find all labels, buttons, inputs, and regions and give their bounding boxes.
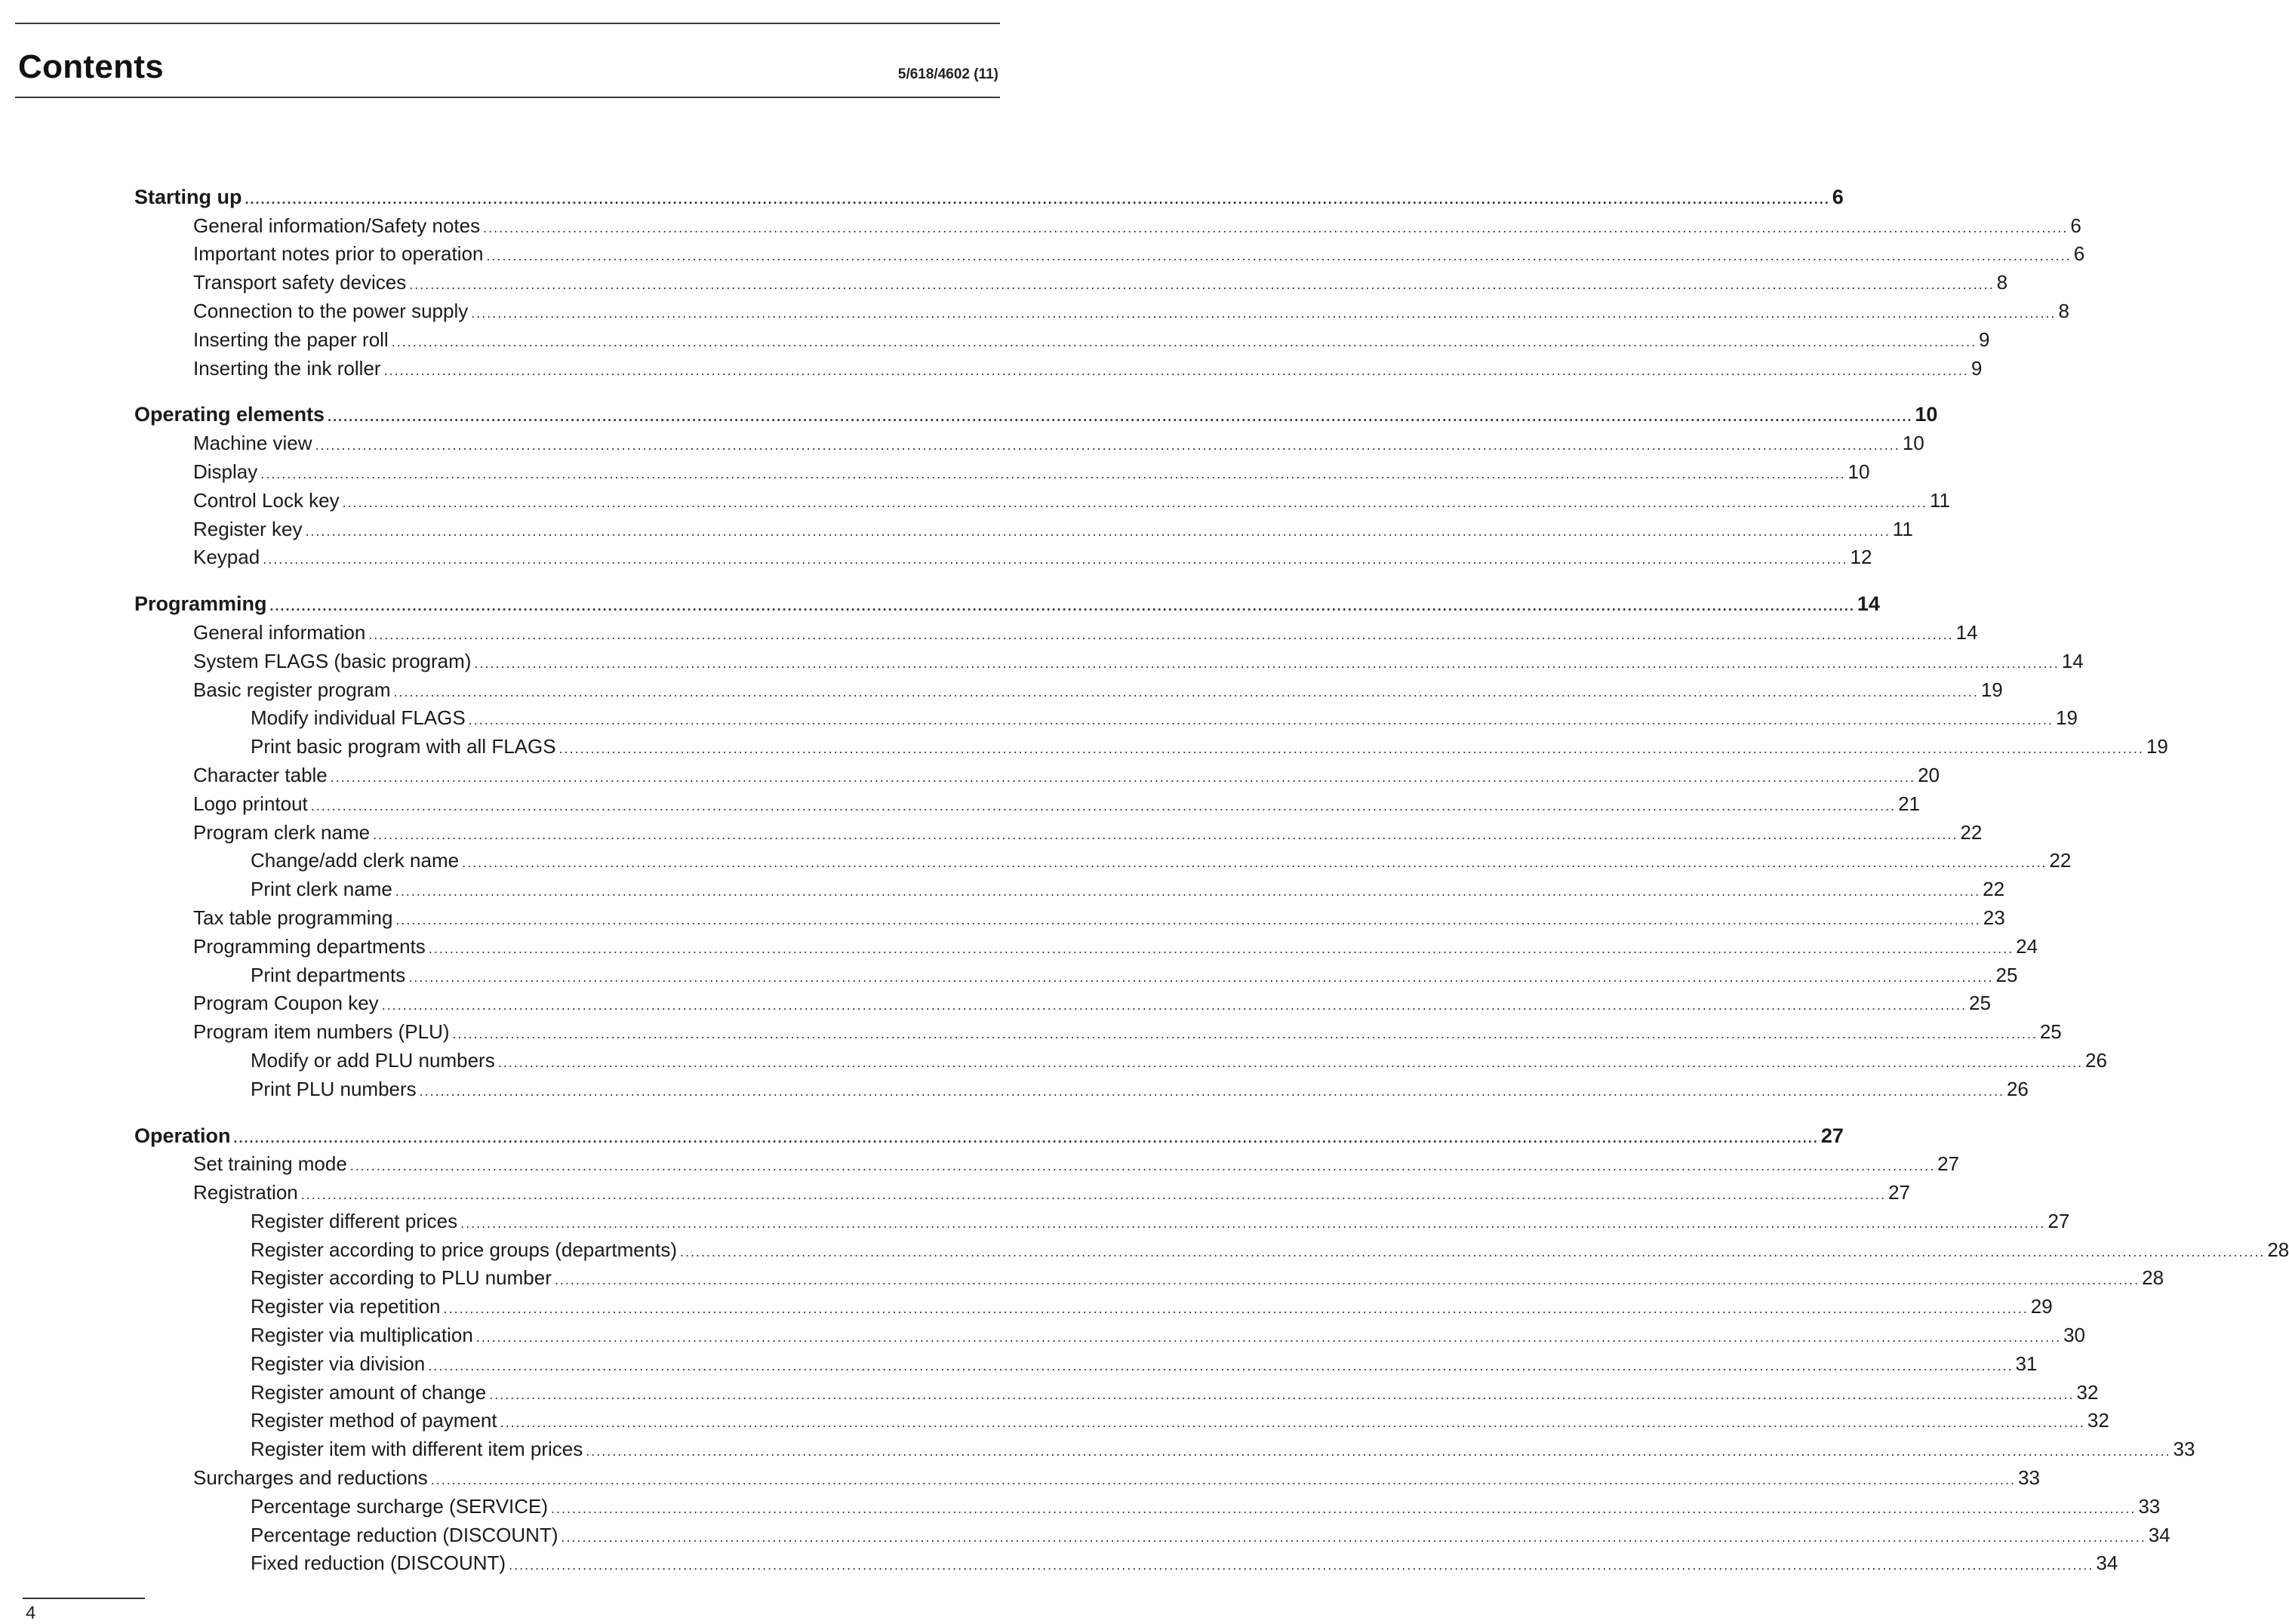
dot-leader: ............................................................................................................................................................................................................................................................................................................ — [300, 1187, 1887, 1203]
dot-leader: ............................................................................................................................................................................................................................................................................................................ — [349, 1158, 1936, 1174]
toc-entry — [251, 1433, 2195, 1462]
toc-entry-label: Inserting the paper roll — [193, 328, 389, 351]
dot-leader: ............................................................................................................................................................................................................................................................................................................ — [452, 1026, 2038, 1042]
dot-leader: ............................................................................................................................................................................................................................................................................................................ — [680, 1244, 2266, 1260]
toc-entry — [193, 1149, 1960, 1177]
dot-leader: ............................................................................................................................................................................................................................................................................................................ — [468, 712, 2054, 728]
dot-leader: ............................................................................................................................................................................................................................................................................................................ — [381, 998, 1967, 1013]
toc-entry — [251, 1519, 2171, 1548]
toc-entry-label: Surcharges and reductions — [193, 1466, 428, 1490]
toc-section-heading — [134, 588, 1880, 617]
toc-entry-page: 25 — [1995, 963, 2018, 986]
toc-entry-label: Modify individual FLAGS — [251, 706, 466, 730]
toc-entry — [193, 210, 2081, 238]
footer-rule — [23, 1598, 145, 1599]
dot-leader: ............................................................................................................................................................................................................................................................................................................ — [395, 912, 1981, 927]
toc-entry-label: Program clerk name — [193, 820, 371, 844]
toc-entry-page: 30 — [2063, 1324, 2086, 1347]
toc-entry-label: System FLAGS (basic program) — [193, 649, 472, 672]
dot-leader: ............................................................................................................................................................................................................................................................................................................ — [368, 626, 1954, 642]
dot-leader: ............................................................................................................................................................................................................................................................................................................ — [310, 798, 1897, 814]
toc-entry-page: 9 — [1971, 356, 1983, 380]
toc-section-heading — [134, 181, 1844, 210]
toc-entry-page: 33 — [2018, 1466, 2040, 1490]
toc-entry-label: Print clerk name — [251, 878, 392, 901]
toc-entry — [193, 988, 1991, 1017]
toc-entry — [193, 759, 1940, 788]
toc-entry — [251, 1319, 2086, 1348]
toc-entry-label: Percentage surcharge (SERVICE) — [251, 1494, 549, 1518]
toc-entry-label: Important notes prior to operation — [193, 242, 484, 266]
toc-entry — [251, 1290, 2053, 1319]
toc-section — [0, 588, 2168, 1101]
toc-entry-page: 23 — [1983, 906, 2005, 929]
dot-leader: ............................................................................................................................................................................................................................................................................................................ — [558, 741, 2144, 757]
toc-entry-page: 33 — [2138, 1494, 2161, 1518]
dot-leader: ............................................................................................................................................................................................................................................................................................................ — [419, 1083, 2004, 1099]
dot-leader: ............................................................................................................................................................................................................................................................................................................ — [330, 769, 1916, 785]
toc-entry — [251, 1490, 2161, 1519]
toc-entry — [193, 266, 2008, 295]
toc-entry — [193, 513, 1913, 542]
document-code: 5/618/4602 (11) — [897, 66, 998, 82]
toc-entry-label: Connection to the power supply — [193, 299, 469, 322]
dot-leader: ............................................................................................................................................................................................................................................................................................................ — [391, 334, 1977, 349]
toc-entry-label: Display — [193, 460, 258, 483]
toc-entry-page: 27 — [1937, 1152, 1960, 1176]
toc-entry — [193, 902, 2005, 930]
dot-leader: ............................................................................................................................................................................................................................................................................................................ — [430, 1472, 2017, 1488]
toc-entry-page: 26 — [2006, 1077, 2029, 1100]
toc-entry-page: 19 — [1980, 678, 2003, 701]
dot-leader: ............................................................................................................................................................................................................................................................................................................ — [475, 1330, 2062, 1346]
toc-entry-label: Programming departments — [193, 934, 426, 958]
toc-entry — [193, 788, 1921, 817]
dot-leader: ............................................................................................................................................................................................................................................................................................................ — [263, 552, 1848, 567]
header-bottom-rule — [15, 97, 1000, 98]
toc-section — [0, 1120, 2289, 1576]
toc-entry-page: 6 — [2070, 214, 2081, 237]
dot-leader: ............................................................................................................................................................................................................................................................................................................ — [328, 409, 1913, 425]
toc-entry — [251, 1263, 2164, 1291]
toc-entry — [193, 295, 2069, 324]
toc-entry-label: Registration — [193, 1181, 298, 1204]
toc-entry-label: Register different prices — [251, 1209, 458, 1232]
dot-leader: ............................................................................................................................................................................................................................................................................................................ — [408, 969, 1994, 985]
toc-entry-page: 32 — [2087, 1409, 2109, 1432]
dot-leader: ............................................................................................................................................................................................................................................................................................................ — [497, 1054, 2084, 1070]
toc-entry-page: 10 — [1902, 432, 1924, 455]
toc-entry-label: Tax table programming — [193, 906, 393, 929]
toc-entry-page: 14 — [1955, 620, 1978, 644]
dot-leader: ............................................................................................................................................................................................................................................................................................................ — [409, 277, 1995, 293]
dot-leader: ............................................................................................................................................................................................................................................................................................................ — [315, 438, 1900, 454]
toc-entry-label: Machine view — [193, 432, 312, 455]
toc-entry-page: 12 — [1850, 546, 1872, 569]
toc-entry-label: Programming — [134, 592, 267, 616]
toc-entry — [193, 1462, 2040, 1490]
toc-entry-page: 6 — [2073, 242, 2085, 266]
toc-entry-label: Register method of payment — [251, 1409, 497, 1432]
toc-entry — [193, 617, 1978, 645]
toc-entry-page: 19 — [2055, 706, 2078, 730]
dot-leader: ............................................................................................................................................................................................................................................................................................................ — [500, 1415, 2085, 1431]
toc-entry-label: Register item with different item prices — [251, 1438, 583, 1461]
toc-entry-label: Change/add clerk name — [251, 849, 460, 872]
toc-entry-label: Set training mode — [193, 1152, 347, 1176]
toc-entry — [251, 1548, 2118, 1576]
toc-entry-label: General information — [193, 620, 366, 644]
toc-entry — [193, 817, 1983, 845]
toc-entry-label: Register amount of change — [251, 1380, 487, 1404]
toc-section — [0, 181, 2085, 381]
toc-entry — [193, 930, 2038, 959]
toc-entry-page: 34 — [2096, 1552, 2118, 1575]
toc-entry — [251, 1405, 2109, 1434]
toc-entry — [251, 1376, 2099, 1405]
toc-entry-page: 22 — [2049, 849, 2072, 872]
dot-leader: ............................................................................................................................................................................................................................................................................................................ — [383, 362, 1969, 378]
toc-entry — [193, 427, 1924, 456]
dot-leader: ............................................................................................................................................................................................................................................................................................................ — [551, 1500, 2137, 1516]
toc-entry — [251, 845, 2072, 874]
toc-section-heading — [134, 1120, 1844, 1149]
toc-entry — [251, 730, 2168, 759]
toc-entry-page: 28 — [2142, 1266, 2164, 1290]
dot-leader: ............................................................................................................................................................................................................................................................................................................ — [393, 684, 1979, 700]
dot-leader: ............................................................................................................................................................................................................................................................................................................ — [561, 1529, 2146, 1545]
toc-entry-label: Program item numbers (PLU) — [193, 1020, 450, 1044]
toc-entry-label: General information/Safety notes — [193, 214, 481, 237]
toc-entry — [193, 352, 1983, 381]
toc-entry-label: Control Lock key — [193, 488, 340, 512]
page-title: Contents — [18, 48, 165, 85]
toc-entry-label: Register according to PLU number — [251, 1266, 552, 1290]
toc-entry-label: Modify or add PLU numbers — [251, 1048, 495, 1072]
toc-entry-label: Operation — [134, 1124, 231, 1147]
toc-entry-page: 11 — [1892, 517, 1913, 540]
toc-entry-label: Starting up — [134, 185, 242, 208]
dot-leader: ............................................................................................................................................................................................................................................................................................................ — [509, 1558, 2094, 1573]
dot-leader: ............................................................................................................................................................................................................................................................................................................ — [233, 1130, 1819, 1146]
page-number: 4 — [26, 1603, 36, 1623]
toc-entry-page: 22 — [1983, 878, 2005, 901]
toc-entry — [193, 238, 2085, 267]
toc-entry-page: 24 — [2016, 934, 2038, 958]
dot-leader: ............................................................................................................................................................................................................................................................................................................ — [395, 884, 1981, 900]
toc-entry-label: Inserting the ink roller — [193, 356, 381, 380]
toc-entry-label: Print departments — [251, 963, 406, 986]
toc-entry — [251, 703, 2078, 731]
toc-entry-page: 27 — [2047, 1209, 2070, 1232]
toc-entry-page: 8 — [1996, 271, 2008, 294]
dot-leader: ............................................................................................................................................................................................................................................................................................................ — [373, 826, 1958, 842]
toc-entry-label: Basic register program — [193, 678, 391, 701]
toc-entry-label: Register according to price groups (departments) — [251, 1238, 678, 1261]
toc-entry-page: 34 — [2148, 1523, 2171, 1546]
dot-leader: ............................................................................................................................................................................................................................................................................................................ — [471, 305, 2057, 321]
toc-entry-label: Operating elements — [134, 403, 325, 426]
toc-entry-page: 21 — [1898, 792, 1921, 815]
toc-entry-page: 10 — [1915, 403, 1938, 426]
dot-leader: ............................................................................................................................................................................................................................................................................................................ — [269, 598, 1855, 614]
toc-entry — [193, 645, 2084, 674]
toc-entry-page: 28 — [2267, 1238, 2289, 1261]
toc-entry-page: 25 — [2039, 1020, 2062, 1044]
toc-entry-label: Print basic program with all FLAGS — [251, 735, 556, 758]
dot-leader: ............................................................................................................................................................................................................................................................................................................ — [462, 855, 2047, 871]
toc-entry-page: 14 — [1857, 592, 1880, 616]
toc-entry — [251, 1205, 2070, 1234]
toc-entry-label: Register key — [193, 517, 303, 540]
toc-entry-page: 14 — [2061, 649, 2084, 672]
toc-entry-page: 33 — [2173, 1438, 2195, 1461]
toc-entry-page: 29 — [2030, 1295, 2053, 1318]
toc-section-heading — [134, 399, 1938, 428]
toc-entry-label: Register via division — [251, 1352, 426, 1375]
toc-entry — [193, 456, 1870, 484]
toc-entry-page: 22 — [1960, 820, 1983, 844]
toc-entry-page: 8 — [2058, 299, 2069, 322]
toc-entry — [193, 674, 2003, 703]
dot-leader: ............................................................................................................................................................................................................................................................................................................ — [474, 655, 2060, 671]
toc-entry-page: 27 — [1820, 1124, 1844, 1147]
toc-entry-label: Keypad — [193, 546, 260, 569]
dot-leader: ............................................................................................................................................................................................................................................................................................................ — [443, 1301, 2029, 1317]
toc-entry-page: 11 — [1929, 488, 1950, 512]
toc-entry — [251, 1234, 2289, 1263]
toc-entry-page: 9 — [1979, 328, 1990, 351]
dot-leader: ............................................................................................................................................................................................................................................................................................................ — [586, 1444, 2171, 1459]
dot-leader: ............................................................................................................................................................................................................................................................................................................ — [428, 1358, 2014, 1373]
toc-entry — [251, 1348, 2038, 1376]
toc-entry — [251, 959, 2018, 988]
dot-leader: ............................................................................................................................................................................................................................................................................................................ — [554, 1272, 2140, 1288]
header-top-rule — [15, 23, 1000, 24]
toc-entry-label: Register via repetition — [251, 1295, 441, 1318]
toc-entry-label: Logo printout — [193, 792, 308, 815]
dot-leader: ............................................................................................................................................................................................................................................................................................................ — [342, 494, 1927, 510]
toc-entry-page: 26 — [2085, 1048, 2107, 1072]
toc-entry — [251, 873, 2005, 902]
toc-section — [0, 399, 1950, 571]
toc-entry — [193, 324, 1990, 352]
toc-entry-page: 10 — [1848, 460, 1870, 483]
dot-leader: ............................................................................................................................................................................................................................................................................................................ — [460, 1215, 2046, 1231]
toc-entry — [251, 1044, 2107, 1073]
toc-entry — [193, 542, 1872, 571]
toc-entry-label: Program Coupon key — [193, 992, 379, 1015]
toc-entry-page: 20 — [1918, 763, 1940, 786]
toc-entry — [251, 1073, 2029, 1102]
dot-leader: ............................................................................................................................................................................................................................................................................................................ — [260, 466, 1846, 481]
toc-entry-page: 32 — [2076, 1380, 2099, 1404]
toc-entry-page: 25 — [1968, 992, 1991, 1015]
toc-entry-page: 31 — [2015, 1352, 2038, 1375]
dot-leader: ............................................................................................................................................................................................................................................................................................................ — [489, 1386, 2075, 1402]
dot-leader: ............................................................................................................................................................................................................................................................................................................ — [428, 940, 2014, 956]
toc-entry-label: Print PLU numbers — [251, 1077, 417, 1100]
dot-leader: ............................................................................................................................................................................................................................................................................................................ — [486, 248, 2072, 264]
toc-entry — [193, 484, 1950, 513]
toc-entry-label: Transport safety devices — [193, 271, 407, 294]
toc-entry — [193, 1176, 1910, 1205]
toc-entry-page: 27 — [1888, 1181, 1910, 1204]
dot-leader: ............................................................................................................................................................................................................................................................................................................ — [483, 220, 2069, 235]
dot-leader: ............................................................................................................................................................................................................................................................................................................ — [245, 191, 1830, 207]
toc-entry-label: Percentage reduction (DISCOUNT) — [251, 1523, 558, 1546]
toc-entry-label: Register via multiplication — [251, 1324, 473, 1347]
toc-entry-page: 19 — [2146, 735, 2168, 758]
toc-entry — [193, 1016, 2062, 1044]
toc-entry-label: Fixed reduction (DISCOUNT) — [251, 1552, 506, 1575]
toc-entry-label: Character table — [193, 763, 328, 786]
toc-entry-page: 6 — [1832, 185, 1844, 208]
table-of-contents — [0, 181, 2289, 1594]
dot-leader: ............................................................................................................................................................................................................................................................................................................ — [305, 523, 1891, 539]
